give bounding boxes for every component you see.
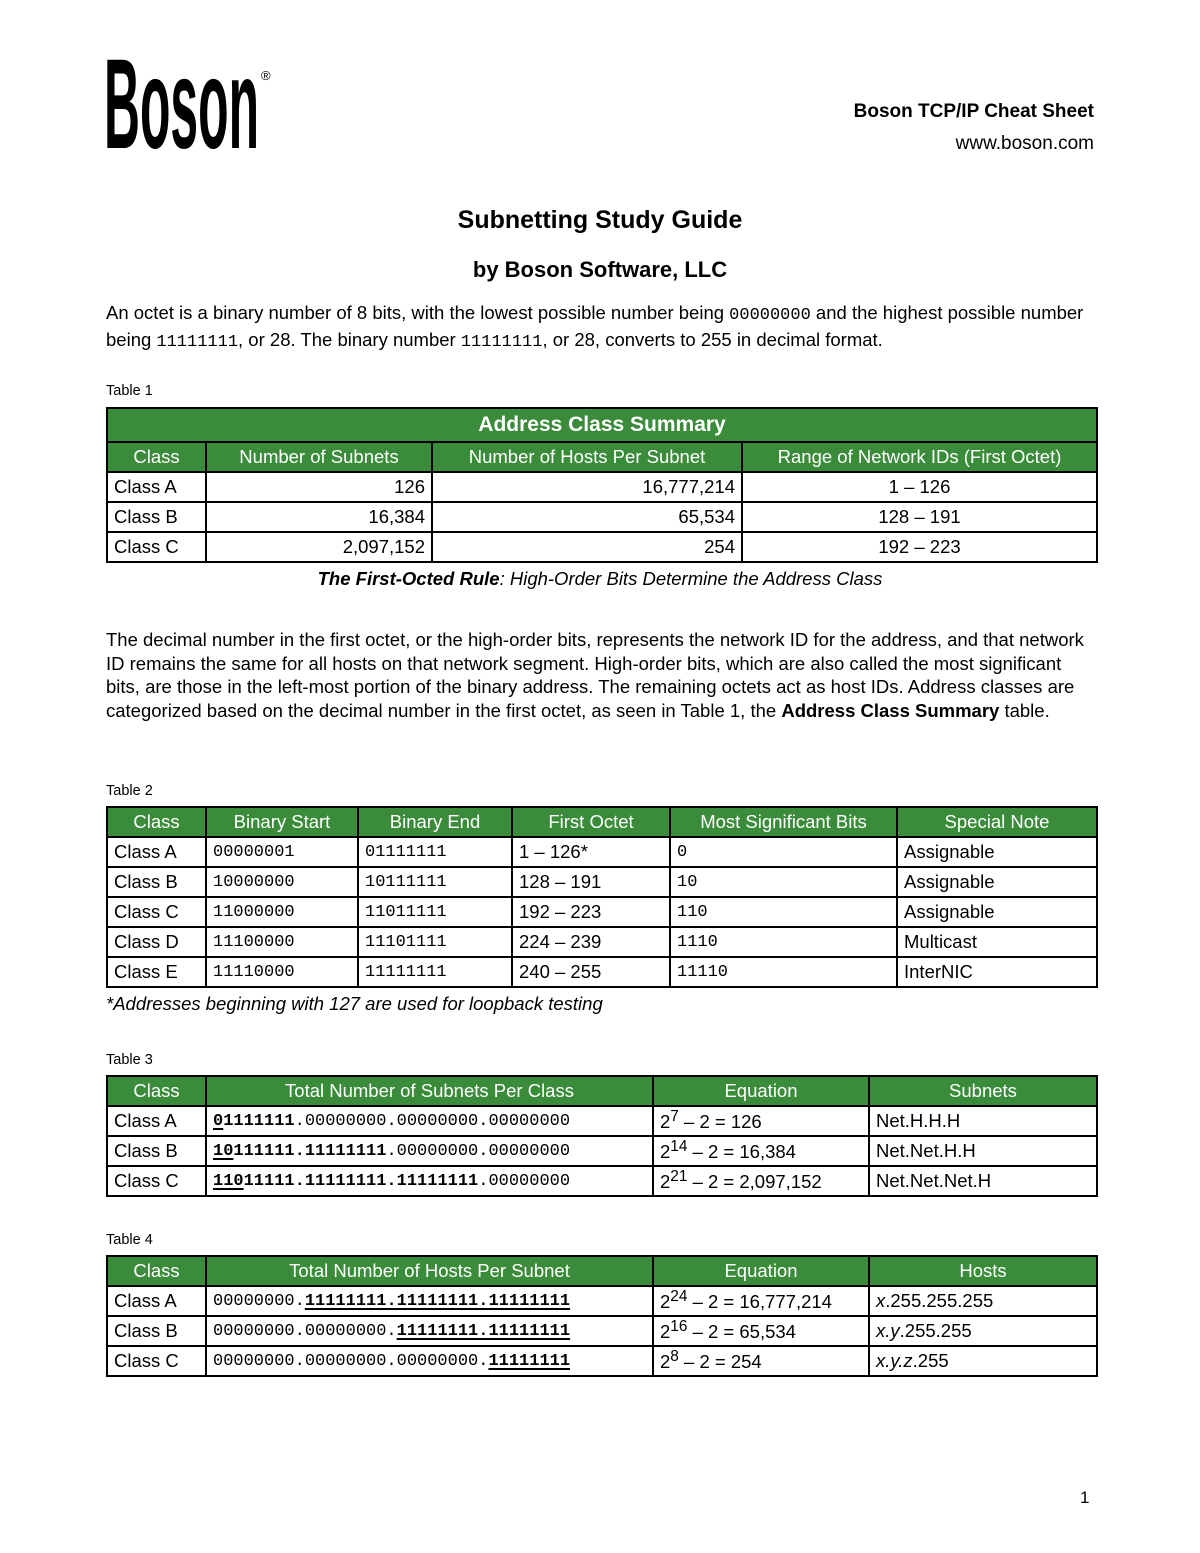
- class-bits: 10: [213, 1141, 234, 1161]
- equation-exponent: 24: [670, 1288, 688, 1306]
- network-bits: 00000000.: [213, 1291, 305, 1311]
- table-row: [107, 897, 1097, 927]
- class-cell: Class A: [107, 1286, 206, 1316]
- rule-name: The First-Octed Rule: [317, 568, 500, 589]
- equation-result: – 2 = 16,777,214: [687, 1291, 832, 1313]
- hosts-cell: [869, 1286, 1097, 1316]
- column-header: Number of Hosts Per Subnet: [432, 442, 742, 472]
- column-header: Special Note: [897, 807, 1097, 837]
- high-order-bits-paragraph: [106, 628, 1096, 722]
- column-header: Most Significant Bits: [670, 807, 897, 837]
- table-1-label: Table 1: [106, 383, 153, 399]
- binary-address-cell: [206, 1286, 653, 1316]
- subnets-per-class-table: [106, 1075, 1098, 1197]
- class-cell: Class C: [107, 897, 206, 927]
- paragraph-text: The decimal number in the first octet, or the high-order bits, represents the network ID for the address, and that network ID remains the same for all hosts on that network segment. High-order bits, which are also called the most significant bits, are those in the left-most portion of the binary address. The remaining octets act as host IDs. Address classes are categorized based on the decimal number in the first octet, as seen in Table 1, the: [106, 629, 1084, 721]
- table-row: [107, 957, 1097, 987]
- equation-cell: [653, 1166, 869, 1196]
- msb-cell: 0: [670, 837, 897, 867]
- binary-address-cell: [206, 1166, 653, 1196]
- range-cell: 128 – 191: [742, 502, 1097, 532]
- class-cell: Class B: [107, 502, 206, 532]
- column-header: Class: [107, 442, 206, 472]
- hosts-cell: 254: [432, 532, 742, 562]
- hosts-cell: 16,777,214: [432, 472, 742, 502]
- binary-start-cell: 11110000: [206, 957, 358, 987]
- binary-address-cell: [206, 1136, 653, 1166]
- equation-exponent: 14: [670, 1138, 688, 1156]
- host-bits: .00000000.00000000.00000000: [294, 1111, 571, 1131]
- class-cell: Class C: [107, 1166, 206, 1196]
- host-bits: .00000000.00000000: [386, 1141, 571, 1161]
- binary-min: 00000000: [729, 306, 811, 325]
- subnets-cell: Net.Net.Net.H: [869, 1166, 1097, 1196]
- hosts-cell: [869, 1346, 1097, 1376]
- hosts-cell: 65,534: [432, 502, 742, 532]
- table-row: [107, 867, 1097, 897]
- intro-text: An octet is a binary number of 8 bits, with the lowest possible number being: [106, 302, 730, 323]
- page-title: Subnetting Study Guide: [457, 206, 743, 234]
- note-cell: Multicast: [897, 927, 1097, 957]
- column-header: Class: [107, 1256, 206, 1286]
- equation-exponent: 16: [670, 1318, 688, 1336]
- msb-cell: 110: [670, 897, 897, 927]
- site-url: www.boson.com: [955, 133, 1094, 154]
- network-bits: 00000000.00000000.00000000.: [213, 1351, 489, 1371]
- loopback-note: *Addresses beginning with 127 are used for loopback testing: [106, 993, 603, 1014]
- first-octet-cell: 1 – 126*: [512, 837, 670, 867]
- binary-address-cell: [206, 1106, 653, 1136]
- intro-text: and the highest possible number being: [106, 302, 1084, 350]
- class-cell: Class B: [107, 867, 206, 897]
- column-header: Hosts: [869, 1256, 1097, 1286]
- binary-start-cell: 10000000: [206, 867, 358, 897]
- first-octet-cell: 192 – 223: [512, 897, 670, 927]
- intro-text: , or 28. The binary number: [238, 328, 461, 350]
- column-header: Binary Start: [206, 807, 358, 837]
- table-row: [107, 1286, 1097, 1316]
- class-cell: Class A: [107, 472, 206, 502]
- byline: by Boson Software, LLC: [472, 257, 728, 282]
- first-octet-cell: 128 – 191: [512, 867, 670, 897]
- network-bits: 00000000.00000000.: [213, 1321, 397, 1341]
- column-header: Range of Network IDs (First Octet): [742, 442, 1097, 472]
- class-cell: Class E: [107, 957, 206, 987]
- subnets-cell: 126: [206, 472, 432, 502]
- subnets-cell: 2,097,152: [206, 532, 432, 562]
- subnets-cell: 16,384: [206, 502, 432, 532]
- host-mask: .255.255: [899, 1320, 972, 1341]
- registered-mark: ®: [261, 68, 271, 83]
- msb-cell: 10: [670, 867, 897, 897]
- equation-cell: [653, 1346, 869, 1376]
- host-bits: .00000000: [478, 1171, 571, 1191]
- table-row: [107, 502, 1097, 532]
- table-2-label: Table 2: [106, 783, 153, 799]
- column-header: Total Number of Hosts Per Subnet: [206, 1256, 653, 1286]
- subnets-cell: Net.H.H.H: [869, 1106, 1097, 1136]
- binary-end-cell: 11101111: [358, 927, 512, 957]
- note-cell: Assignable: [897, 837, 1097, 867]
- host-bits: 11111111.11111111.11111111: [304, 1291, 571, 1311]
- boson-logo-icon: [104, 44, 274, 154]
- intro-text: , or 28, converts to 255 in decimal format.: [542, 328, 883, 350]
- note-cell: InterNIC: [897, 957, 1097, 987]
- equation-base: 2: [660, 1171, 671, 1193]
- first-octet-cell: 224 – 239: [512, 927, 670, 957]
- equation-cell: [653, 1286, 869, 1316]
- table-4-label: Table 4: [106, 1232, 153, 1248]
- network-bits: 1111111: [223, 1111, 295, 1131]
- table-row: [107, 1166, 1097, 1196]
- class-cell: Class C: [107, 532, 206, 562]
- binary-address-cell: [206, 1346, 653, 1376]
- intro-paragraph: [106, 301, 1096, 354]
- table-row: [107, 532, 1097, 562]
- table-row: [107, 1316, 1097, 1346]
- column-header: Equation: [653, 1076, 869, 1106]
- equation-exponent: 21: [670, 1168, 688, 1186]
- first-octet-rule-caption: [0, 568, 1200, 590]
- class-cell: Class C: [107, 1346, 206, 1376]
- rule-text: : High-Order Bits Determine the Address Class: [499, 568, 883, 589]
- binary-end-cell: 11111111: [358, 957, 512, 987]
- boson-logo: [104, 44, 274, 154]
- range-cell: 1 – 126: [742, 472, 1097, 502]
- note-cell: Assignable: [897, 897, 1097, 927]
- equation-result: – 2 = 16,384: [687, 1141, 796, 1163]
- hosts-per-subnet-table: [106, 1255, 1098, 1377]
- equation-base: 2: [660, 1351, 671, 1373]
- equation-base: 2: [660, 1111, 671, 1133]
- host-variable: x.y: [876, 1320, 900, 1341]
- table-row: [107, 1136, 1097, 1166]
- equation-cell: [653, 1136, 869, 1166]
- column-header: Subnets: [869, 1076, 1097, 1106]
- subnets-cell: Net.Net.H.H: [869, 1136, 1097, 1166]
- note-cell: Assignable: [897, 867, 1097, 897]
- class-bits: 0: [213, 1111, 224, 1131]
- equation-cell: [653, 1106, 869, 1136]
- equation-base: 2: [660, 1291, 671, 1313]
- equation-base: 2: [660, 1321, 671, 1343]
- msb-cell: 1110: [670, 927, 897, 957]
- table-reference: Address Class Summary: [781, 699, 1000, 721]
- host-variable: x.y.z: [876, 1350, 913, 1371]
- equation-result: – 2 = 2,097,152: [687, 1171, 822, 1193]
- table-3-label: Table 3: [106, 1052, 153, 1068]
- host-variable: x: [876, 1290, 886, 1311]
- column-header: Class: [107, 807, 206, 837]
- binary-end-cell: 11011111: [358, 897, 512, 927]
- table-row: [107, 1106, 1097, 1136]
- table-row: [107, 927, 1097, 957]
- binary-address-cell: [206, 1316, 653, 1346]
- binary-start-cell: 11000000: [206, 897, 358, 927]
- host-mask: .255.255.255: [885, 1290, 994, 1311]
- hosts-cell: [869, 1316, 1097, 1346]
- equation-cell: [653, 1316, 869, 1346]
- paragraph-text: table.: [999, 699, 1050, 721]
- equation-result: – 2 = 126: [678, 1111, 762, 1133]
- range-cell: 192 – 223: [742, 532, 1097, 562]
- class-cell: Class A: [107, 1106, 206, 1136]
- binary-start-cell: 00000001: [206, 837, 358, 867]
- class-cell: Class B: [107, 1316, 206, 1346]
- column-header: Equation: [653, 1256, 869, 1286]
- table-row: [107, 837, 1097, 867]
- doc-title: Boson TCP/IP Cheat Sheet: [853, 101, 1094, 122]
- host-bits: 11111111.11111111: [396, 1321, 571, 1341]
- equation-exponent: 8: [670, 1348, 679, 1366]
- table-title: Address Class Summary: [107, 408, 1097, 442]
- network-bits: 111111.11111111: [233, 1141, 387, 1161]
- class-cell: Class A: [107, 837, 206, 867]
- equation-result: – 2 = 65,534: [687, 1321, 796, 1343]
- address-class-summary-table: [106, 407, 1098, 563]
- page-number: 1: [1080, 1488, 1090, 1507]
- host-bits: 11111111: [488, 1351, 571, 1371]
- column-header: Binary End: [358, 807, 512, 837]
- class-bits: 110: [213, 1171, 244, 1191]
- network-bits: 11111.11111111.11111111: [243, 1171, 479, 1191]
- table-row: [107, 1346, 1097, 1376]
- binary-end-cell: 01111111: [358, 837, 512, 867]
- equation-result: – 2 = 254: [678, 1351, 762, 1373]
- logo-wordmark: Boson: [104, 44, 259, 154]
- equation-base: 2: [660, 1141, 671, 1163]
- equation-exponent: 7: [670, 1108, 679, 1126]
- msb-cell: 11110: [670, 957, 897, 987]
- column-header: Class: [107, 1076, 206, 1106]
- column-header: Number of Subnets: [206, 442, 432, 472]
- table-row: [107, 472, 1097, 502]
- first-octet-cell: 240 – 255: [512, 957, 670, 987]
- host-mask: .255: [912, 1350, 949, 1371]
- class-binary-table: [106, 806, 1098, 988]
- column-header: First Octet: [512, 807, 670, 837]
- column-header: Total Number of Subnets Per Class: [206, 1076, 653, 1106]
- class-cell: Class B: [107, 1136, 206, 1166]
- class-cell: Class D: [107, 927, 206, 957]
- binary-max: 11111111: [460, 332, 543, 352]
- binary-start-cell: 11100000: [206, 927, 358, 957]
- binary-end-cell: 10111111: [358, 867, 512, 897]
- binary-max: 11111111: [156, 332, 239, 352]
